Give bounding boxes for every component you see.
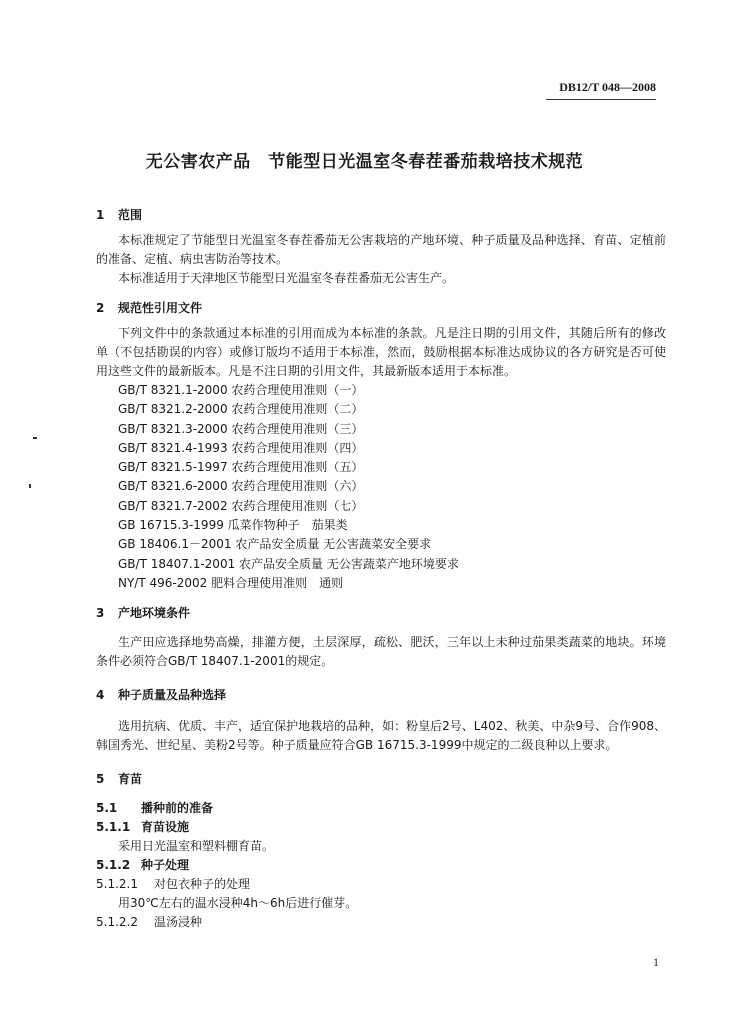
- scan-speck: [29, 484, 31, 488]
- section-title: 播种前的准备: [141, 801, 214, 816]
- page-number: 1: [653, 955, 659, 969]
- section-1-heading: [96, 205, 666, 225]
- paragraph: 生产田应选择地势高燥，排灌方便，土层深厚，疏松、肥沃，三年以上未种过茄果类蔬菜的地块。环境条件必须符合GB/T 18407.1-2001的规定。: [96, 635, 666, 669]
- section-2-heading: [96, 298, 666, 318]
- section-title: 温汤浸种: [154, 915, 203, 930]
- reference-item: GB/T 8321.6-2000 农药合理使用准则（六）: [118, 479, 364, 494]
- subsection-5-1-2-1-heading: [96, 875, 666, 894]
- section-number: 1: [96, 208, 105, 222]
- subsection-5-1-2-2-heading: [96, 913, 666, 932]
- subsection-5-1-1-heading: [96, 818, 666, 837]
- section-number: 5.1.1: [96, 820, 131, 835]
- section-5-heading: [96, 769, 666, 789]
- section-title: 种子处理: [141, 858, 190, 873]
- reference-item: GB 16715.3-1999 瓜菜作物种子 茄果类: [118, 518, 348, 533]
- section-number: 2: [96, 301, 105, 315]
- paragraph: 采用日光温室和塑料棚育苗。: [118, 839, 275, 854]
- section-number: 5.1: [96, 801, 118, 816]
- document-body: [96, 205, 666, 932]
- section-number: 5.1.2: [96, 858, 131, 873]
- subsection-5-1-2-heading: [96, 856, 666, 875]
- subsection-5-1-heading: [96, 799, 666, 818]
- paragraph: 用30℃左右的温水浸种4h～6h后进行催芽。: [118, 896, 358, 911]
- reference-item: GB/T 8321.5-1997 农药合理使用准则（五）: [118, 460, 364, 475]
- reference-item: GB 18406.1－2001 农产品安全质量 无公害蔬菜安全要求: [118, 537, 432, 552]
- reference-item: GB/T 18407.1-2001 农产品安全质量 无公害蔬菜产地环境要求: [118, 556, 459, 571]
- section-title: 产地环境条件: [118, 606, 191, 621]
- section-4-heading: [96, 685, 666, 705]
- section-title: 对包衣种子的处理: [154, 877, 251, 892]
- section-title: 范围: [118, 208, 143, 222]
- reference-item: GB/T 8321.3-2000 农药合理使用准则（三）: [118, 421, 364, 436]
- section-number: 5: [96, 772, 105, 787]
- section-title: 规范性引用文件: [118, 301, 203, 315]
- paragraph: 选用抗病、优质、丰产，适宜保护地栽培的品种，如：粉皇后2号、L402、秋美、中杂9号、合作908、韩国秀光、世纪星、美粉2号等。种子质量应符合GB 16715.3-1999中规定的二级良种以上要求。: [96, 719, 666, 753]
- reference-item: GB/T 8321.2-2000 农药合理使用准则（二）: [118, 402, 364, 417]
- paragraph: 本标准规定了节能型日光温室冬春茬番茄无公害栽培的产地环境、种子质量及品种选择、育苗、定植前的准备、定植、病虫害防治等技术。: [96, 233, 666, 266]
- reference-item: GB/T 8321.4-1993 农药合理使用准则（四）: [118, 440, 364, 455]
- section-number: 3: [96, 606, 105, 621]
- section-3-heading: [96, 603, 666, 623]
- paragraph: 下列文件中的条款通过本标准的引用而成为本标准的条款。凡是注日期的引用文件，其随后所有的修改单（不包括勘误的内容）或修订版均不适用于本标准，然而，鼓励根据本标准达成协议的各方研究是否可使用这些文件的最新版本。凡是不注日期的引用文件，其最新版本适用于本标准。: [96, 326, 666, 378]
- reference-item: GB/T 8321.7-2002 农药合理使用准则（七）: [118, 498, 364, 513]
- section-title: 育苗设施: [141, 820, 190, 835]
- section-title: 种子质量及品种选择: [118, 688, 227, 703]
- section-number: 5.1.2.1: [96, 877, 138, 892]
- reference-item: GB/T 8321.1-2000 农药合理使用准则（一）: [118, 383, 364, 397]
- section-number: 5.1.2.2: [96, 915, 138, 930]
- reference-item: NY/T 496-2002 肥料合理使用准则 通则: [118, 575, 344, 590]
- document-title: 无公害农产品 节能型日光温室冬春茬番茄栽培技术规范: [145, 152, 584, 172]
- section-number: 4: [96, 688, 105, 703]
- paragraph: 本标准适用于天津地区节能型日光温室冬春茬番茄无公害生产。: [118, 271, 455, 285]
- document-code: DB12/T 048—2008: [546, 80, 656, 100]
- scan-speck: [33, 437, 37, 439]
- section-title: 育苗: [118, 772, 143, 787]
